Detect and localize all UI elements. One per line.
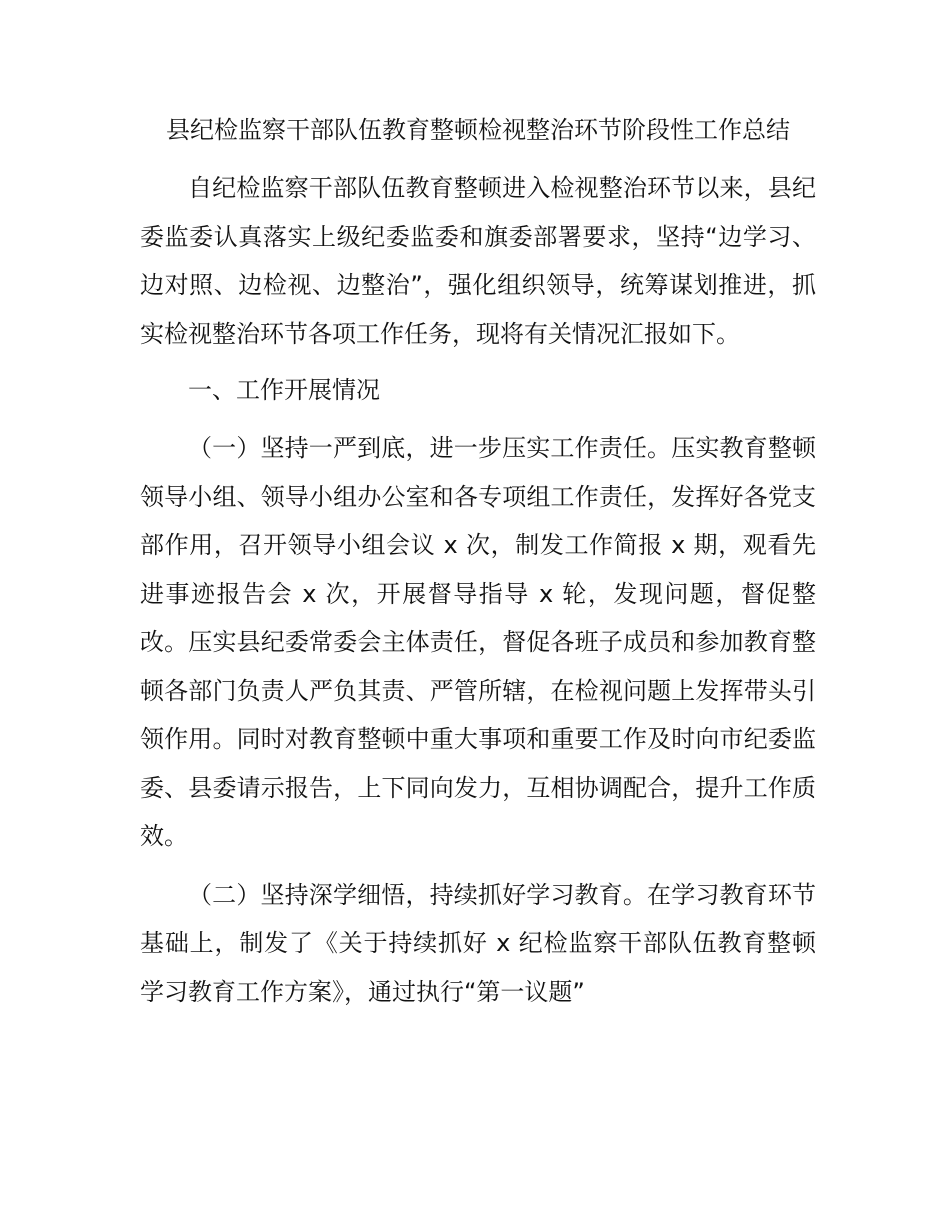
section-heading: 一、工作开展情况	[188, 376, 380, 404]
intro-paragraph: 自纪检监察干部队伍教育整顿进入检视整治环节以来，县纪委监委认真落实上级纪委监委和旗委部署要求，坚持“边学习、边对照、边检视、边整治”，强化组织领导，统筹谋划推进，抓实检视整治环节各项工作任务，现将有关情况汇报如下。	[140, 174, 816, 348]
document-body	[140, 108, 816, 1016]
document-title: 县纪检监察干部队伍教育整顿检视整治环节阶段性工作总结	[166, 116, 790, 144]
section-paragraph-2: （二）坚持深学细悟，持续抓好学习教育。在学习教育环节基础上，制发了《关于持续抓好 x 纪检监察干部队伍教育整顿学习教育工作方案》，通过执行“第一议题”	[140, 880, 816, 1006]
section-paragraph-1: （一）坚持一严到底，进一步压实工作责任。压实教育整顿领导小组、领导小组办公室和各专项组工作责任，发挥好各党支部作用，召开领导小组会议 x 次，制发工作简报 x 期，观看先进事迹报告会 x 次，开展督导指导 x 轮，发现问题，督促整改。压实县纪委常委会主体责任，督促各班子成员和参加教育整顿各部门负责人严负其责、严管所辖，在检视问题上发挥带头引领作用。同时对教育整顿中重大事项和重要工作及时向市纪委监委、县委请示报告，上下同向发力，互相协调配合，提升工作质效。	[140, 434, 816, 850]
